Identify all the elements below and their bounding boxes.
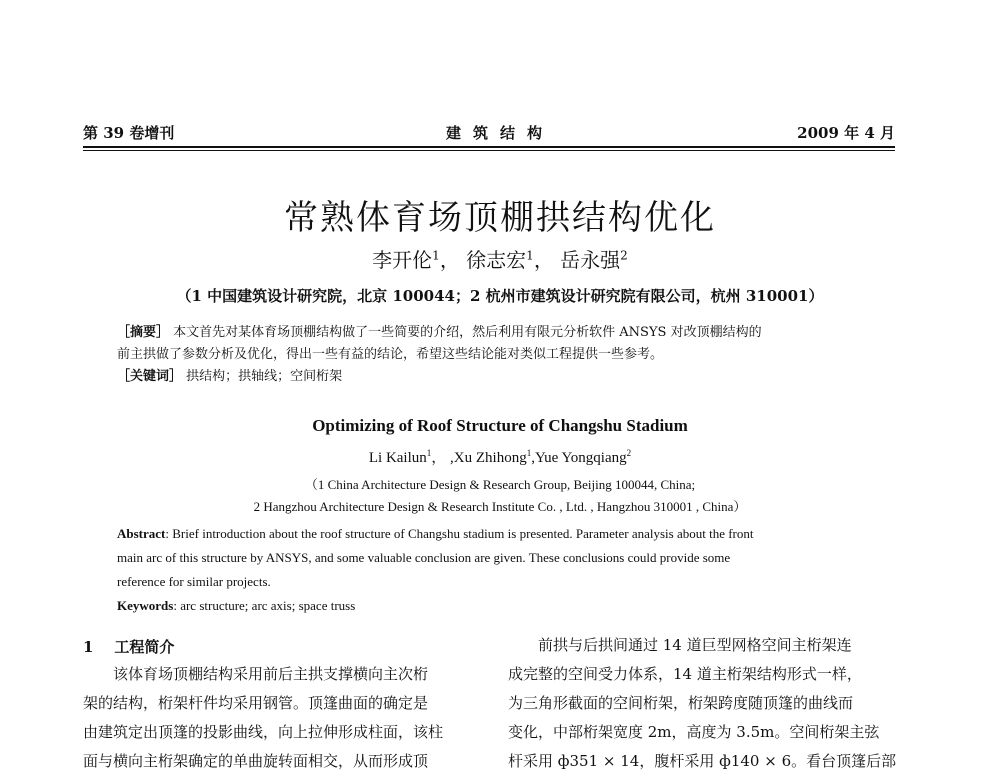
body-line: 变化，中部桁架宽度 2m，高度为 3.5m。空间桁架主弦 (508, 723, 880, 741)
paper-title-cn: 常熟体育场顶棚拱结构优化 (284, 198, 716, 238)
author-sup: 2 (626, 448, 632, 458)
body-line: 由建筑定出顶篷的投影曲线，向上拉伸形成柱面，该柱 (83, 723, 444, 741)
abstract-en (117, 522, 877, 594)
body-line: 面与横向主桁架确定的单曲旋转面相交，从而形成顶 (83, 752, 429, 770)
keywords-label-cn: ［关键词］ (117, 369, 183, 384)
keywords-en (117, 598, 355, 614)
paper-title-en: Optimizing of Roof Structure of Changshu Stadium (312, 416, 688, 435)
abstract-text-cn: 前主拱做了参数分析及优化，得出一些有益的结论，希望这些结论能对类似工程提供一些参考。 (117, 347, 664, 362)
body-line: 为三角形截面的空间桁架，桁架跨度随顶篷的曲线而 (508, 694, 854, 712)
section-title: 工程简介 (114, 638, 175, 656)
author-sup: 1 (426, 448, 432, 458)
body-line: 该体育场顶棚结构采用前后主拱支撑横向主次桁 (113, 665, 429, 683)
running-header-volume: 第 39 卷增刊 (83, 124, 175, 142)
author-sup: 1 (432, 248, 440, 263)
author-cn: 岳永强 (560, 248, 621, 272)
keywords-label-en: Keywords (117, 598, 174, 613)
author-sup: 1 (526, 248, 534, 263)
abstract-cn (117, 322, 877, 388)
section-heading (83, 636, 174, 657)
abstract-label-en: Abstract (117, 526, 166, 541)
section-number: 1 (83, 638, 94, 656)
abstract-text-cn: 本文首先对某体育场顶棚结构做了一些简要的介绍，然后利用有限元分析软件 ANSYS 对改顶棚结构的 (173, 325, 762, 340)
abstract-text-en: reference for similar projects. (117, 574, 271, 589)
body-column-left (83, 660, 483, 776)
author-sep: ， (533, 248, 554, 272)
body-line: 架的结构，桁架杆件均采用钢管。顶篷曲面的确定是 (83, 694, 429, 712)
affiliation-en-2: 2 Hangzhou Architecture Design & Research Institute Co. , Ltd. , Hangzhou 310001 , China） (253, 499, 747, 514)
body-column-right (508, 631, 900, 776)
author-sup: 1 (526, 448, 532, 458)
body-line: 杆采用 ф351 × 14，腹杆采用 ф140 × 6。看台顶篷后部 (508, 752, 897, 770)
author-en: ,Yue Yongqiang (531, 450, 627, 466)
abstract-label-cn: ［摘要］ (117, 325, 170, 340)
abstract-text-en: main arc of this structure by ANSYS, and some valuable conclusion are given. These conclusions could provide some (117, 550, 731, 565)
header-rule (83, 146, 895, 148)
body-line: 成完整的空间受力体系，14 道主桁架结构形式一样， (508, 665, 862, 683)
author-sup: 2 (620, 248, 628, 263)
body-line: 前拱与后拱间通过 14 道巨型网格空间主桁架连 (538, 636, 852, 654)
authors-cn (0, 244, 1000, 273)
keywords-text-en: : arc structure; arc axis; space truss (173, 598, 356, 613)
running-header-journal: 建筑结构 (445, 124, 554, 142)
affiliation-cn: （1 中国建筑设计研究院，北京 100044；2 杭州市建筑设计研究院有限公司，杭州 310001） (176, 287, 824, 305)
abstract-text-en: : Brief introduction about the roof structure of Changshu stadium is presented. Parameter analysis about the front (165, 526, 754, 541)
running-header-date: 2009 年 4 月 (797, 124, 895, 142)
keywords-cn: 拱结构；拱轴线；空间桁架 (186, 369, 343, 384)
author-sep: ， (439, 248, 460, 272)
author-en: Xu Zhihong (453, 450, 527, 466)
author-en: Li Kailun (368, 450, 427, 466)
affiliation-en-1: （1 China Architecture Design & Research Group, Beijing 100044, China; (304, 477, 696, 492)
author-cn: 李开伦 (372, 248, 433, 272)
author-sep: ， , (431, 450, 454, 466)
header-rule-thin (83, 150, 895, 151)
author-cn: 徐志宏 (466, 248, 527, 272)
authors-en (0, 446, 1000, 467)
